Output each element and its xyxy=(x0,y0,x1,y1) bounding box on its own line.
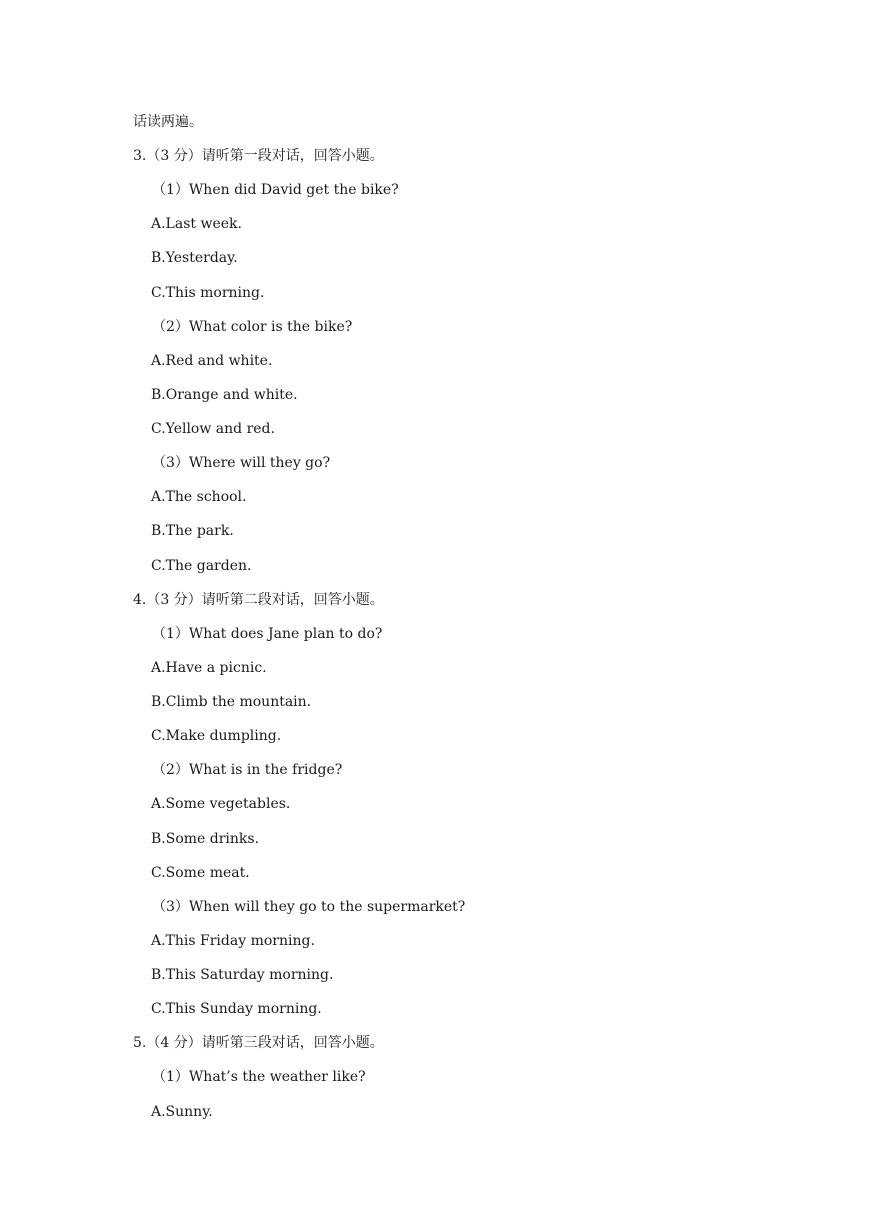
question-4-2-prompt: （2）What is in the fridge? xyxy=(152,762,343,778)
question-3-1-option-c: C.This morning. xyxy=(151,285,265,301)
question-3-1-option-a: A.Last week. xyxy=(151,216,242,232)
question-3-2-prompt: （2）What color is the bike? xyxy=(152,319,353,335)
question-3-3-option-b: B.The park. xyxy=(151,523,234,539)
question-5-heading: 5.（4 分）请听第三段对话，回答小题。 xyxy=(133,1035,384,1051)
question-4-heading: 4.（3 分）请听第二段对话，回答小题。 xyxy=(133,592,384,608)
question-4-2-option-b: B.Some drinks. xyxy=(151,831,260,847)
question-4-3-prompt: （3）When will they go to the supermarket? xyxy=(152,899,466,915)
question-4-1-option-b: B.Climb the mountain. xyxy=(151,694,312,710)
question-3-2-option-a: A.Red and white. xyxy=(151,353,273,369)
question-4-3-option-a: A.This Friday morning. xyxy=(151,933,315,949)
question-3-2-option-c: C.Yellow and red. xyxy=(151,421,275,437)
question-4-1-option-c: C.Make dumpling. xyxy=(151,728,282,744)
question-3-heading: 3.（3 分）请听第一段对话，回答小题。 xyxy=(133,148,384,164)
question-4-1-option-a: A.Have a picnic. xyxy=(151,660,267,676)
question-5-1-prompt: （1）What’s the weather like? xyxy=(152,1069,366,1085)
question-4-2-option-c: C.Some meat. xyxy=(151,865,250,881)
question-4-2-option-a: A.Some vegetables. xyxy=(151,796,291,812)
continued-text: 话读两遍。 xyxy=(133,114,203,130)
question-4-1-prompt: （1）What does Jane plan to do? xyxy=(152,626,383,642)
question-3-2-option-b: B.Orange and white. xyxy=(151,387,298,403)
question-3-3-option-a: A.The school. xyxy=(151,489,247,505)
question-3-3-prompt: （3）Where will they go? xyxy=(152,455,331,471)
question-5-1-option-a: A.Sunny. xyxy=(151,1104,213,1120)
question-3-1-option-b: B.Yesterday. xyxy=(151,250,238,266)
question-3-3-option-c: C.The garden. xyxy=(151,558,252,574)
question-3-1-prompt: （1）When did David get the bike? xyxy=(152,182,399,198)
question-4-3-option-c: C.This Sunday morning. xyxy=(151,1001,322,1017)
question-4-3-option-b: B.This Saturday morning. xyxy=(151,967,334,983)
